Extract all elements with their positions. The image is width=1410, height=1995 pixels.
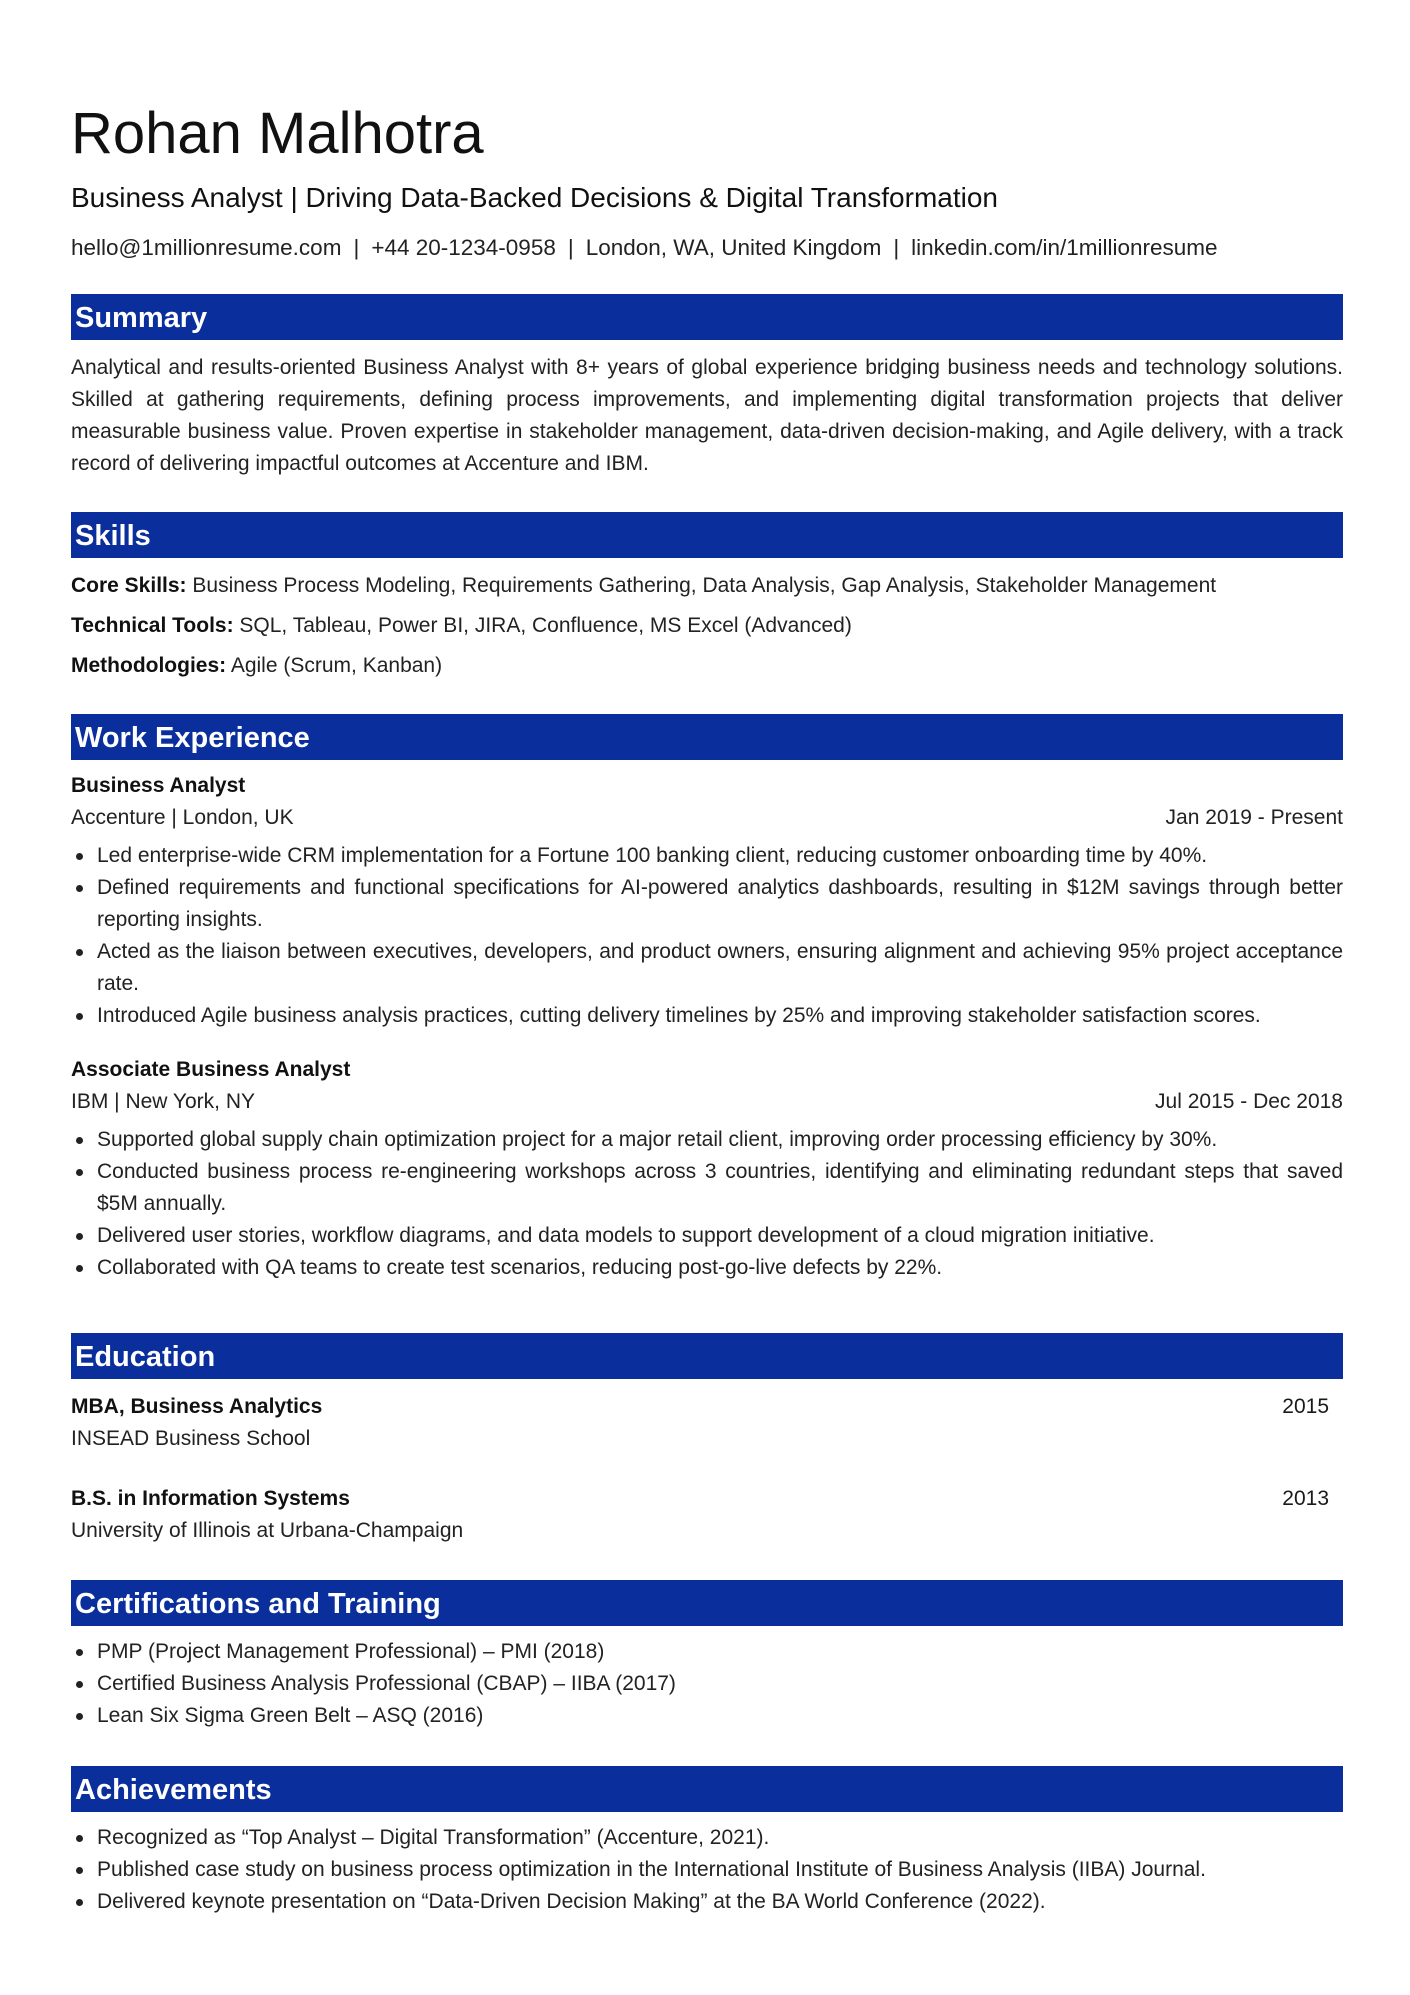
bullet-item: Conducted business process re-engineering workshops across 3 countries, identifying and eliminating redundant steps that saved $5M annually. [71, 1156, 1343, 1220]
skill-row-core [71, 566, 1343, 606]
location: London, WA, United Kingdom [585, 235, 882, 260]
bullet-item: Supported global supply chain optimization project for a major retail client, improving order processing efficiency by 30%. [71, 1124, 1343, 1156]
professional-headline: Business Analyst | Driving Data-Backed Decisions & Digital Transformation [71, 182, 998, 213]
job-entry [71, 1054, 1343, 1284]
section-heading-education: Education [71, 1333, 1343, 1379]
certification-item: Lean Six Sigma Green Belt – ASQ (2016) [71, 1700, 1343, 1732]
certification-item: Certified Business Analysis Professional (CBAP) – IIBA (2017) [71, 1668, 1343, 1700]
email-link[interactable]: hello@1millionresume.com [71, 235, 342, 260]
skill-label: Technical Tools: [71, 614, 234, 637]
education-section [71, 1333, 1343, 1547]
job-meta [71, 802, 1343, 834]
achievements-section [71, 1766, 1343, 1918]
job-bullets [71, 1124, 1343, 1284]
section-heading-experience: Work Experience [71, 714, 1343, 760]
certifications-section [71, 1580, 1343, 1732]
skill-value: Business Process Modeling, Requirements Gathering, Data Analysis, Gap Analysis, Stakeholder Management [186, 574, 1217, 597]
skills-list [71, 566, 1343, 686]
skill-value: Agile (Scrum, Kanban) [226, 654, 443, 677]
contact-separator: | [353, 235, 360, 260]
achievement-item: Recognized as “Top Analyst – Digital Transformation” (Accenture, 2021). [71, 1822, 1343, 1854]
section-heading-certifications: Certifications and Training [71, 1580, 1343, 1626]
education-entry [71, 1483, 1343, 1547]
skill-value: SQL, Tableau, Power BI, JIRA, Confluence, MS Excel (Advanced) [233, 614, 852, 637]
job-dates: Jan 2019 - Present [1165, 806, 1343, 829]
certification-item: PMP (Project Management Professional) – PMI (2018) [71, 1636, 1343, 1668]
bullet-item: Led enterprise-wide CRM implementation for a Fortune 100 banking client, reducing customer onboarding time by 40%. [71, 840, 1343, 872]
experience-section [71, 714, 1343, 1284]
summary-text: Analytical and results-oriented Business Analyst with 8+ years of global experience bridging business needs and technology solutions. Skilled at gathering requirements, defining process improvements, and implementing digital transformation projects that deliver measurable business value. Proven expertise in stakeholder management, data-driven decision-making, and Agile delivery, with a track record of delivering impactful outcomes at Accenture and IBM. [71, 356, 1343, 475]
job-dates: Jul 2015 - Dec 2018 [1155, 1090, 1343, 1113]
achievement-list [71, 1822, 1343, 1918]
achievement-item: Published case study on business process optimization in the International Institute of Business Analysis (IIBA) Journal. [71, 1854, 1343, 1886]
graduation-year: 2015 [1282, 1395, 1329, 1418]
job-meta [71, 1086, 1343, 1118]
school: INSEAD Business School [71, 1427, 311, 1450]
job-title: Associate Business Analyst [71, 1058, 351, 1081]
bullet-item: Introduced Agile business analysis practices, cutting delivery timelines by 25% and improving stakeholder satisfaction scores. [71, 1000, 1343, 1032]
school: University of Illinois at Urbana-Champaign [71, 1519, 464, 1542]
contact-separator: | [567, 235, 574, 260]
job-entry [71, 770, 1343, 1032]
candidate-name: Rohan Malhotra [71, 101, 484, 166]
job-title: Business Analyst [71, 774, 246, 797]
summary-section [71, 294, 1343, 480]
section-heading-achievements: Achievements [71, 1766, 1343, 1812]
phone-number: +44 20-1234-0958 [371, 235, 556, 260]
education-row [71, 1483, 1343, 1515]
education-entry [71, 1391, 1343, 1455]
linkedin-link[interactable]: linkedin.com/in/1millionresume [911, 235, 1218, 260]
skill-label: Core Skills: [71, 574, 187, 597]
bullet-item: Collaborated with QA teams to create test scenarios, reducing post-go-live defects by 22%. [71, 1252, 1343, 1284]
job-company: IBM | New York, NY [71, 1090, 256, 1113]
section-heading-summary: Summary [71, 294, 1343, 340]
section-heading-skills: Skills [71, 512, 1343, 558]
job-bullets [71, 840, 1343, 1032]
bullet-item: Defined requirements and functional specifications for AI-powered analytics dashboards, resulting in $12M savings through better reporting insights. [71, 872, 1343, 936]
graduation-year: 2013 [1282, 1487, 1329, 1510]
job-company: Accenture | London, UK [71, 806, 294, 829]
degree: B.S. in Information Systems [71, 1487, 350, 1510]
skill-row-tools [71, 606, 1343, 646]
skill-row-methodologies [71, 646, 1343, 686]
certification-list [71, 1636, 1343, 1732]
skills-section [71, 512, 1343, 686]
bullet-item: Acted as the liaison between executives, developers, and product owners, ensuring alignment and achieving 95% project acceptance rate. [71, 936, 1343, 1000]
degree: MBA, Business Analytics [71, 1395, 323, 1418]
skill-label: Methodologies: [71, 654, 227, 677]
contact-separator: | [893, 235, 900, 260]
achievement-item: Delivered keynote presentation on “Data-Driven Decision Making” at the BA World Conference (2022). [71, 1886, 1343, 1918]
education-row [71, 1391, 1343, 1423]
contact-line [71, 232, 1218, 264]
bullet-item: Delivered user stories, workflow diagrams, and data models to support development of a cloud migration initiative. [71, 1220, 1343, 1252]
